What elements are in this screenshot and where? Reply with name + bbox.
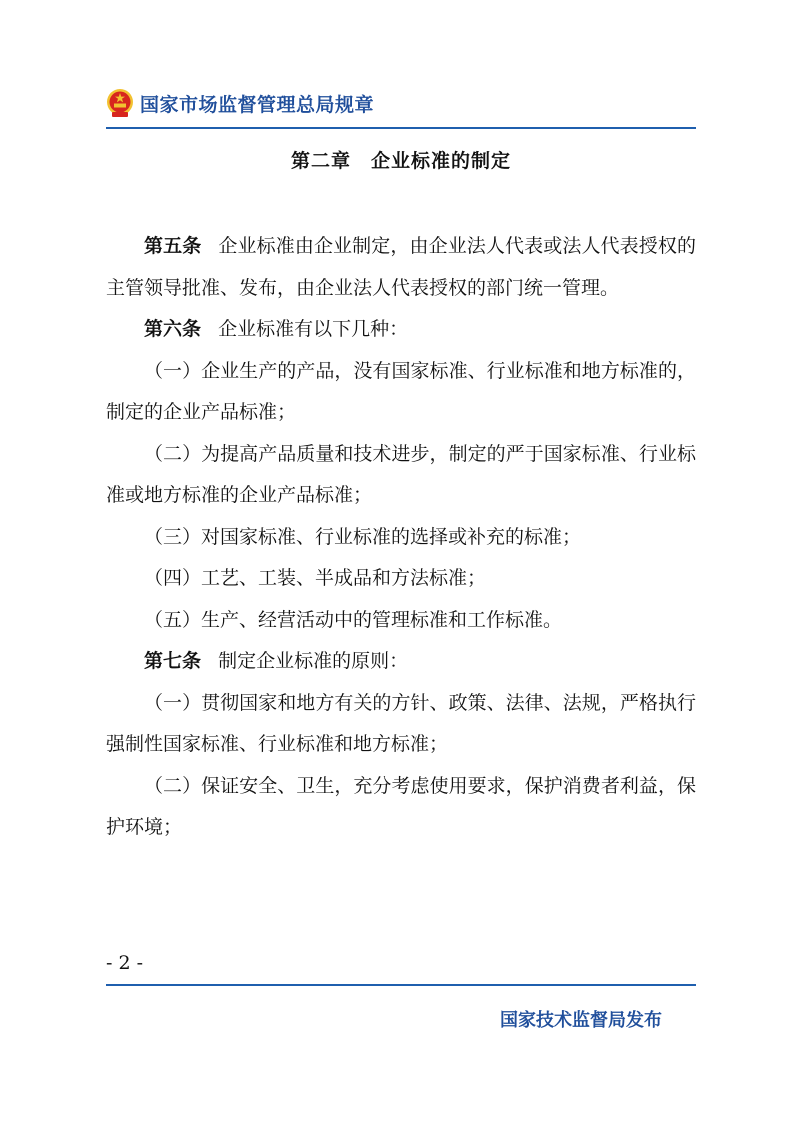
footer-divider bbox=[106, 984, 696, 986]
paragraph-text: （二）保证安全、卫生，充分考虑使用要求，保护消费者利益，保护环境； bbox=[106, 774, 696, 838]
paragraph bbox=[106, 558, 696, 600]
paragraph bbox=[106, 600, 696, 642]
header-title: 国家市场监督管理总局规章 bbox=[140, 93, 375, 116]
article-label: 第七条 bbox=[144, 650, 202, 672]
paragraph-text: （五）生产、经营活动中的管理标准和工作标准。 bbox=[144, 608, 563, 631]
paragraph bbox=[106, 517, 696, 559]
article-label: 第六条 bbox=[144, 318, 202, 340]
paragraph bbox=[106, 351, 696, 434]
paragraph bbox=[106, 309, 696, 351]
page-number: - 2 - bbox=[106, 952, 144, 974]
paragraph bbox=[106, 434, 696, 517]
paragraph-text: （一）贯彻国家和地方有关的方针、政策、法律、法规，严格执行强制性国家标准、行业标准和地方标准； bbox=[106, 691, 696, 755]
paragraph bbox=[106, 226, 696, 309]
chapter-title: 第二章 企业标准的制定 bbox=[290, 150, 511, 172]
article-label: 第五条 bbox=[144, 235, 202, 257]
paragraph-text: （四）工艺、工装、半成品和方法标准； bbox=[144, 567, 487, 589]
page-header bbox=[106, 86, 696, 120]
article-body bbox=[106, 226, 696, 849]
paragraph bbox=[106, 683, 696, 766]
header-divider bbox=[106, 127, 696, 129]
paragraph-text: 企业标准有以下几种： bbox=[218, 318, 409, 340]
paragraph-text: （二）为提高产品质量和技术进步，制定的严于国家标准、行业标准或地方标准的企业产品标准； bbox=[106, 442, 696, 506]
national-emblem-icon bbox=[106, 88, 134, 118]
paragraph bbox=[106, 641, 696, 683]
paragraph bbox=[106, 766, 696, 849]
paragraph-text: （一）企业生产的产品，没有国家标准、行业标准和地方标准的，制定的企业产品标准； bbox=[106, 359, 696, 423]
footer-publisher: 国家技术监督局发布 bbox=[500, 1010, 662, 1031]
paragraph-text: 企业标准由企业制定，由企业法人代表或法人代表授权的主管领导批准、发布，由企业法人代表授权的部门统一管理。 bbox=[106, 235, 696, 299]
paragraph-text: 制定企业标准的原则： bbox=[218, 650, 409, 672]
paragraph-text: （三）对国家标准、行业标准的选择或补充的标准； bbox=[144, 525, 582, 548]
